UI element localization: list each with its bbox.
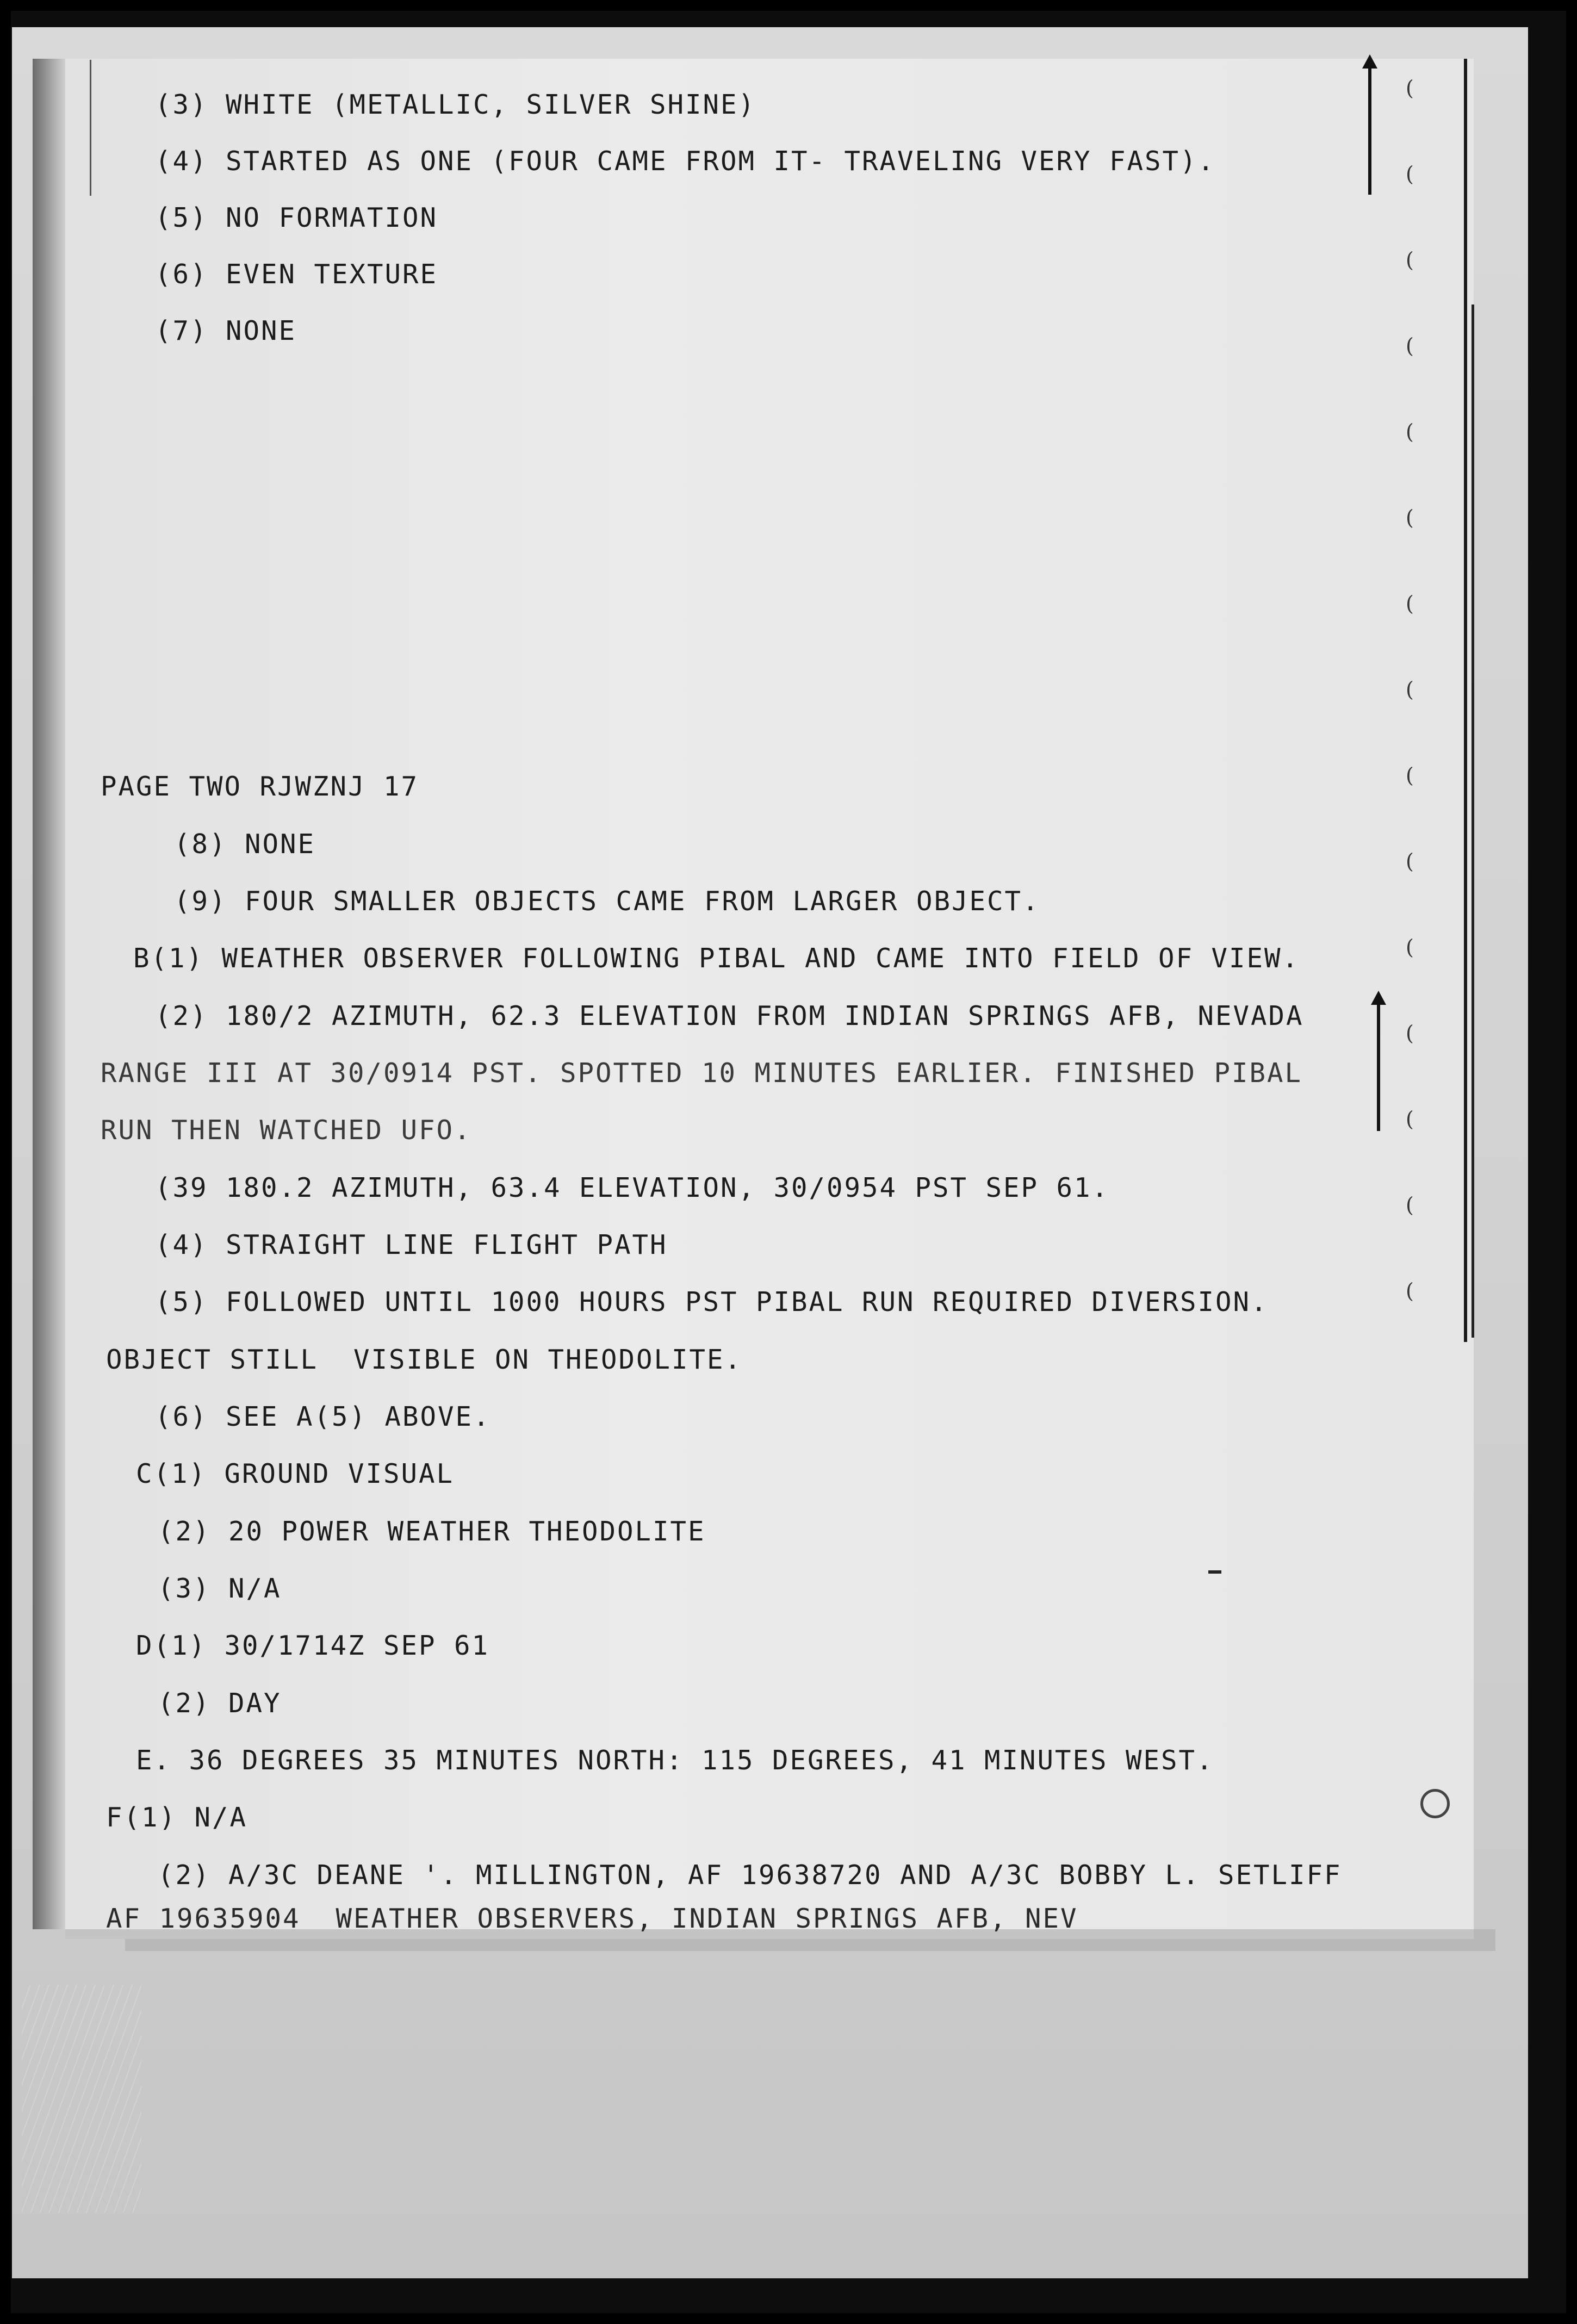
- margin-mark: (: [1406, 76, 1414, 100]
- film-scratches: [22, 1985, 141, 2213]
- margin-mark: (: [1406, 935, 1414, 959]
- up-arrow-icon: [1368, 64, 1371, 195]
- doc-line: B(1) WEATHER OBSERVER FOLLOWING PIBAL AND CAME INTO FIELD OF VIEW.: [133, 943, 1300, 974]
- doc-line: (3) WHITE (METALLIC, SILVER SHINE): [155, 89, 756, 120]
- doc-line: OBJECT STILL VISIBLE ON THEODOLITE.: [106, 1344, 743, 1375]
- margin-mark: (: [1406, 849, 1414, 873]
- doc-line: (8) NONE: [174, 829, 316, 860]
- doc-line: RUN THEN WATCHED UFO.: [101, 1115, 472, 1146]
- doc-line: RANGE III AT 30/0914 PST. SPOTTED 10 MINUTES EARLIER. FINISHED PIBAL: [101, 1058, 1303, 1089]
- up-arrow-icon: [1377, 1001, 1380, 1131]
- doc-line: C(1) GROUND VISUAL: [136, 1458, 455, 1489]
- doc-line: (6) EVEN TEXTURE: [155, 259, 438, 290]
- doc-line: (2) 180/2 AZIMUTH, 62.3 ELEVATION FROM INDIAN SPRINGS AFB, NEVADA: [155, 1001, 1304, 1031]
- doc-line: (4) STARTED AS ONE (FOUR CAME FROM IT- TRAVELING VERY FAST).: [155, 146, 1216, 177]
- doc-line: (6) SEE A(5) ABOVE.: [155, 1401, 491, 1432]
- doc-line: (7) NONE: [155, 315, 297, 346]
- doc-line: (5) NO FORMATION: [155, 202, 438, 233]
- margin-mark: (: [1406, 506, 1414, 530]
- margin-mark: (: [1406, 420, 1414, 444]
- margin-mark: (: [1406, 334, 1414, 358]
- margin-mark: (: [1406, 592, 1414, 616]
- margin-mark: (: [1406, 763, 1414, 787]
- doc-line: (9) FOUR SMALLER OBJECTS CAME FROM LARGER OBJECT.: [174, 886, 1040, 917]
- margin-mark: (: [1406, 1193, 1414, 1217]
- doc-line: (4) STRAIGHT LINE FLIGHT PATH: [155, 1229, 668, 1260]
- margin-mark: (: [1406, 1107, 1414, 1131]
- doc-line: F(1) N/A: [106, 1802, 248, 1833]
- doc-line: (3) N/A: [158, 1573, 282, 1604]
- doc-line: (2) A/3C DEANE '. MILLINGTON, AF 19638720 AND A/3C BOBBY L. SETLIFF: [158, 1860, 1342, 1891]
- doc-line: D(1) 30/1714Z SEP 61: [136, 1630, 490, 1661]
- margin-mark: (: [1406, 1021, 1414, 1045]
- doc-line: E. 36 DEGREES 35 MINUTES NORTH: 115 DEGREES, 41 MINUTES WEST.: [136, 1745, 1214, 1776]
- circle-mark-icon: [1420, 1789, 1450, 1818]
- cutoff-line: [106, 1903, 1139, 1934]
- dash-mark: [1208, 1570, 1221, 1574]
- left-margin-tick: [90, 60, 91, 196]
- right-border-rule-lower: [1472, 305, 1474, 1338]
- page-header: PAGE TWO RJWZNJ 17: [101, 771, 419, 802]
- page-left-shadow: [33, 59, 65, 1929]
- margin-mark: (: [1406, 1279, 1414, 1303]
- doc-line: (5) FOLLOWED UNTIL 1000 HOURS PST PIBAL RUN REQUIRED DIVERSION.: [155, 1287, 1269, 1318]
- right-border-rule: [1464, 59, 1467, 1342]
- margin-mark: (: [1406, 248, 1414, 272]
- doc-line: (39 180.2 AZIMUTH, 63.4 ELEVATION, 30/0954 PST SEP 61.: [155, 1172, 1110, 1203]
- margin-mark: (: [1406, 678, 1414, 701]
- margin-mark: (: [1406, 162, 1414, 186]
- cutoff-line-text: AF 19635904 WEATHER OBSERVERS, INDIAN SPRINGS AFB, NEV: [106, 1903, 1078, 1934]
- doc-line: (2) DAY: [158, 1688, 282, 1719]
- doc-line: (2) 20 POWER WEATHER THEODOLITE: [158, 1516, 706, 1547]
